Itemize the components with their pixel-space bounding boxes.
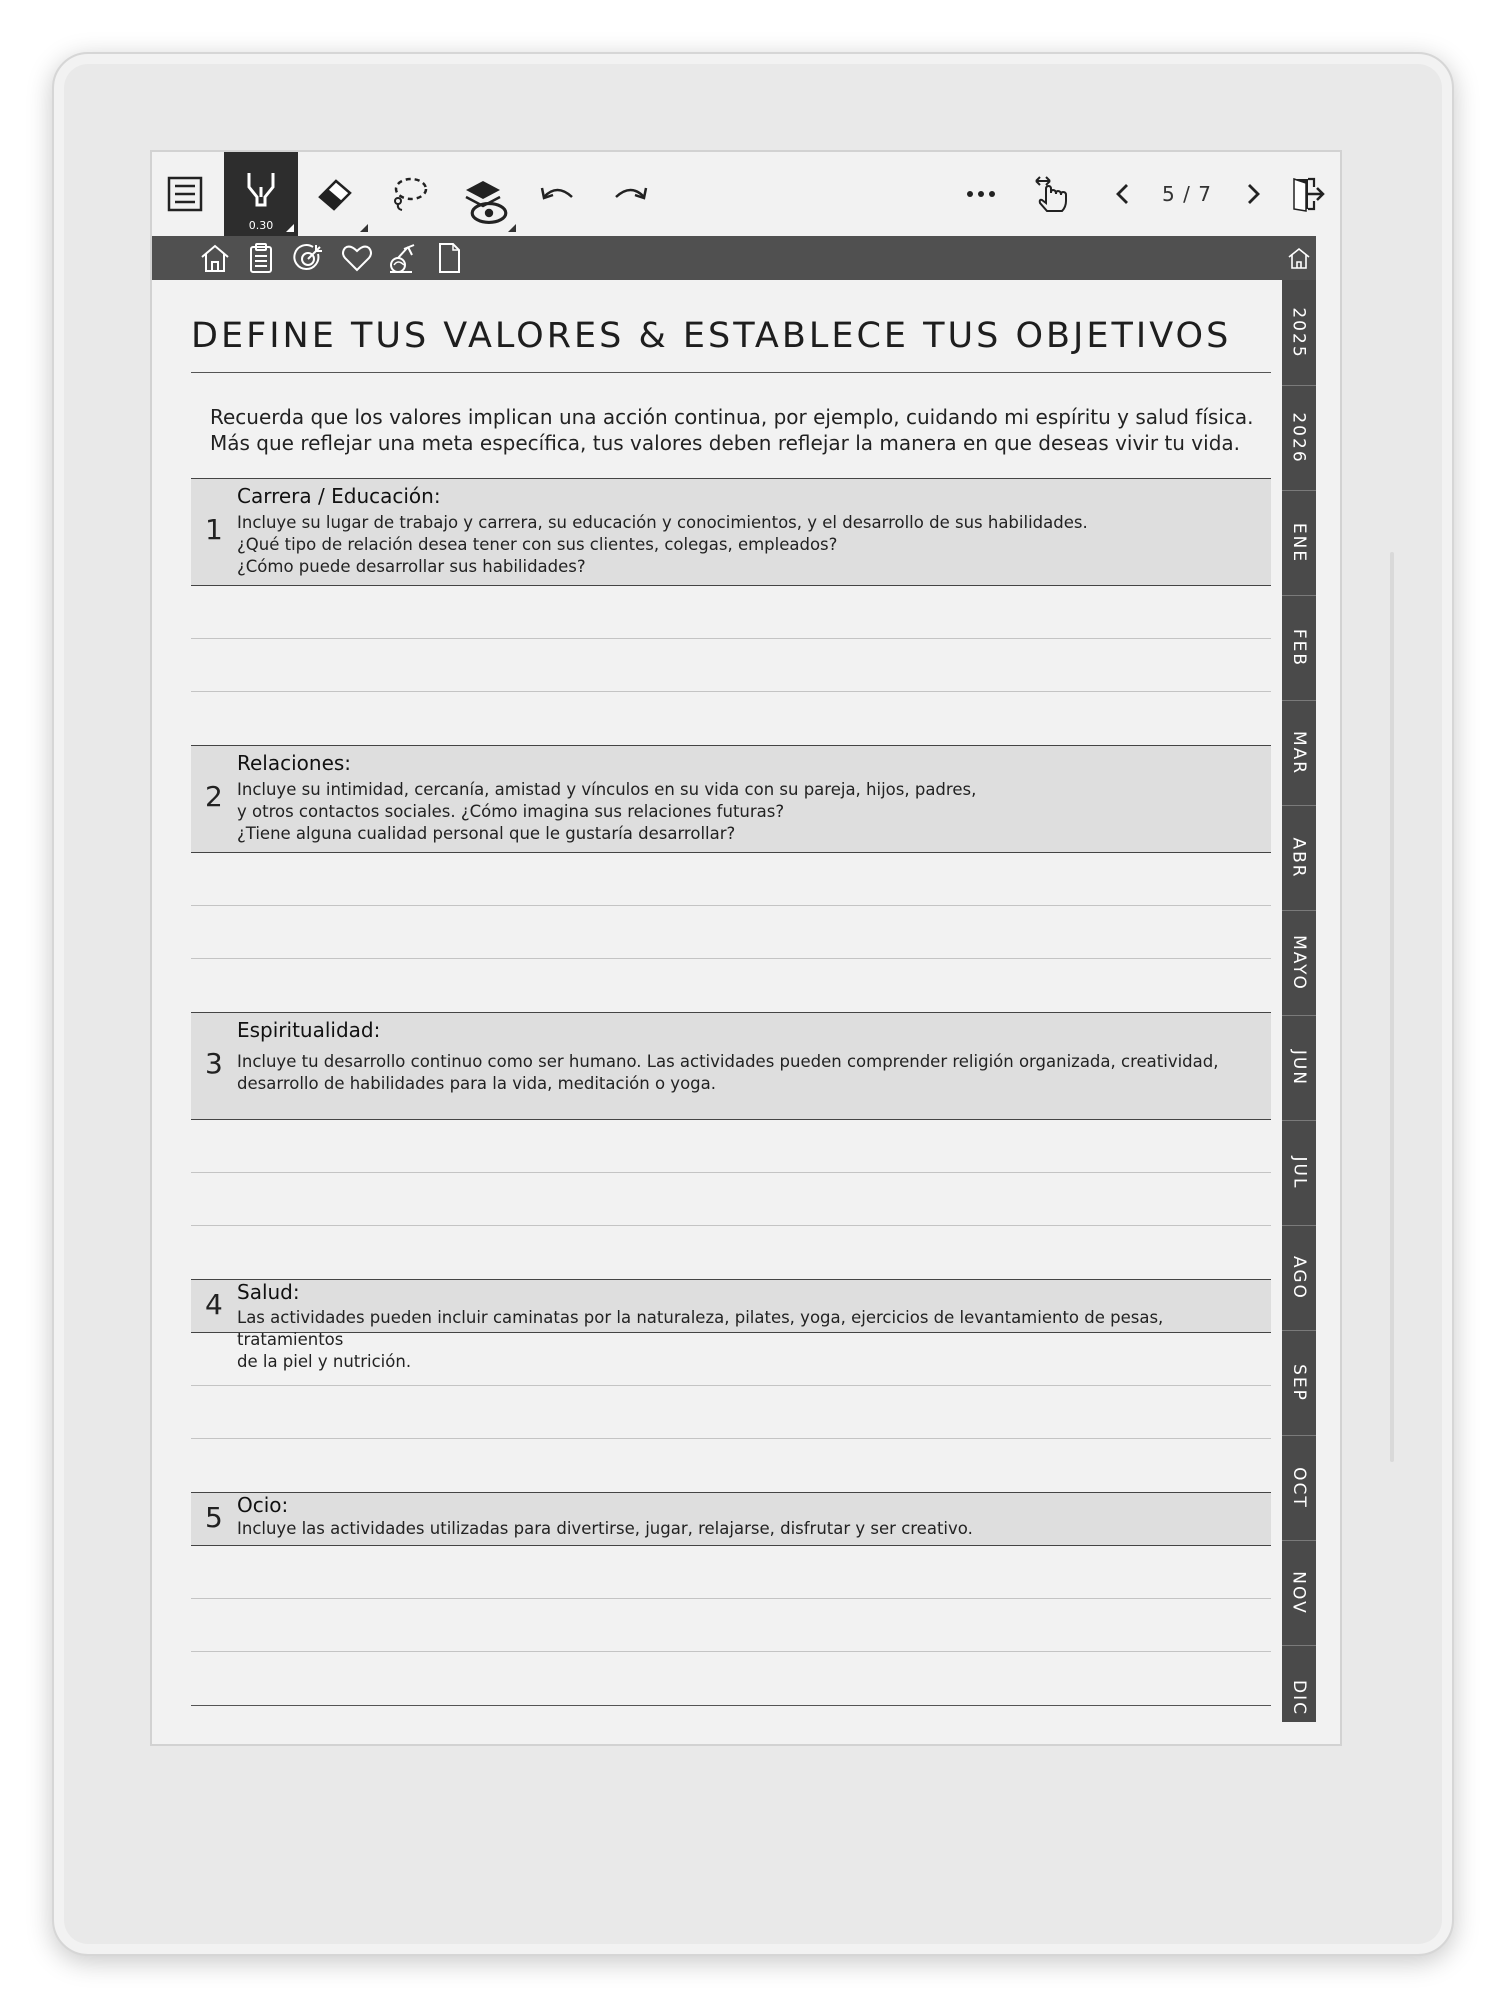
- writing-line[interactable]: [191, 1598, 1271, 1599]
- section-header: [191, 478, 1271, 586]
- writing-line[interactable]: [191, 1172, 1271, 1173]
- next-page-icon: [1232, 173, 1274, 215]
- section-title: Espiritualidad:: [237, 1018, 381, 1042]
- tab-label: SEP: [1289, 1363, 1310, 1402]
- section-description: Incluye su intimidad, cercanía, amistad y vínculos en su vida con su pareja, hijos, padres, y otros contactos sociales. ¿Cómo imagina sus relaciones futuras? ¿Tiene alguna cualidad personal que le gustaría desarrollar?: [237, 780, 977, 843]
- section-header: [191, 1012, 1271, 1120]
- tab-jul[interactable]: [1282, 1120, 1316, 1226]
- writing-line[interactable]: [191, 958, 1271, 959]
- section-description: Incluye las actividades utilizadas para divertirse, jugar, relajarse, disfrutar y ser creativo.: [237, 1519, 973, 1538]
- section-number: 1: [205, 513, 223, 546]
- tab-sep[interactable]: [1282, 1330, 1316, 1436]
- bottom-rule: [191, 1705, 1271, 1706]
- fitness-nav-button[interactable]: [386, 241, 420, 275]
- tab-label: NOV: [1289, 1570, 1309, 1615]
- eraser-icon: [314, 173, 356, 215]
- pen-tool-button[interactable]: [224, 152, 298, 236]
- heart-icon: [340, 241, 374, 275]
- writing-line[interactable]: [191, 905, 1271, 906]
- section-description: Incluye su lugar de trabajo y carrera, su educación y conocimientos, y el desarrollo de sus habilidades. ¿Qué tipo de relación desea tener con sus clientes, colegas, empleados? ¿Cómo puede desarrollar sus habilidades?: [237, 513, 1088, 576]
- exit-icon: [1286, 173, 1328, 215]
- lasso-icon: [388, 173, 430, 215]
- menu-button[interactable]: [152, 152, 222, 236]
- tab-label: MAYO: [1289, 934, 1309, 991]
- section-title: Relaciones:: [237, 751, 352, 775]
- screen: [152, 152, 1340, 1744]
- tab-label: 2025: [1289, 306, 1310, 359]
- tab-jun[interactable]: [1282, 1015, 1316, 1121]
- section-number: 4: [205, 1288, 223, 1321]
- page-title: DEFINE TUS VALORES & ESTABLECE TUS OBJETIVOS: [191, 316, 1232, 356]
- pen-size-label: 0.30: [248, 219, 274, 232]
- wellness-nav-button[interactable]: [340, 241, 374, 275]
- tab-label: AGO: [1289, 1255, 1310, 1300]
- title-divider: [191, 372, 1271, 373]
- clipboard-nav-button[interactable]: [244, 241, 278, 275]
- redo-icon: [610, 173, 652, 215]
- section-number: 5: [205, 1501, 223, 1534]
- side-tabs: [1282, 280, 1316, 1722]
- writing-line[interactable]: [191, 1225, 1271, 1226]
- intro-line: Más que reflejar una meta específica, tus valores deben reflejar la manera en que deseas vivir tu vida.: [210, 431, 1241, 455]
- tab-dic[interactable]: [1282, 1645, 1316, 1744]
- tab-ene[interactable]: [1282, 490, 1316, 596]
- more-button[interactable]: [944, 152, 1018, 236]
- tab-label: JUN: [1289, 1049, 1309, 1086]
- undo-icon: [536, 173, 578, 215]
- intro-text: [210, 404, 1254, 456]
- writing-line[interactable]: [191, 1651, 1271, 1652]
- layers-button[interactable]: [446, 152, 520, 236]
- tab-nov[interactable]: [1282, 1540, 1316, 1646]
- writing-line[interactable]: [191, 1438, 1271, 1439]
- eraser-options-indicator: [360, 224, 368, 232]
- goals-nav-button[interactable]: [292, 241, 326, 275]
- side-home-button[interactable]: [1282, 236, 1316, 280]
- touch-icon: [1032, 173, 1074, 215]
- touch-toggle-button[interactable]: [1016, 152, 1090, 236]
- home-nav-button[interactable]: [198, 241, 232, 275]
- section-leisure: [191, 1492, 1271, 1712]
- exit-button[interactable]: [1270, 152, 1340, 236]
- tab-label: DIC: [1289, 1679, 1310, 1716]
- section-title: Salud:: [237, 1280, 300, 1304]
- undo-button[interactable]: [520, 152, 594, 236]
- section-title: Ocio:: [237, 1493, 289, 1517]
- section-number: 3: [205, 1047, 223, 1080]
- notes-nav-button[interactable]: [432, 241, 466, 275]
- home-icon: [198, 241, 232, 275]
- writing-line[interactable]: [191, 691, 1271, 692]
- pen-options-indicator: [286, 224, 294, 232]
- page-icon: [432, 241, 466, 275]
- tab-abr[interactable]: [1282, 805, 1316, 911]
- tab-2026[interactable]: [1282, 385, 1316, 491]
- device-edge-strip: [1390, 552, 1394, 1462]
- writing-line[interactable]: [191, 1385, 1271, 1386]
- page-indicator: 5 / 7: [1162, 182, 1212, 206]
- tab-oct[interactable]: [1282, 1435, 1316, 1541]
- section-description: Incluye tu desarrollo continuo como ser humano. Las actividades pueden comprender religión organizada, creatividad, desarrollo de habilidades para la vida, meditación o yoga.: [237, 1052, 1219, 1093]
- tab-2025[interactable]: [1282, 280, 1316, 386]
- section-spirituality: [191, 1012, 1271, 1232]
- planner-nav-bar: [152, 236, 1282, 280]
- more-icon: [960, 173, 1002, 215]
- section-header: [191, 1279, 1271, 1371]
- section-career: [191, 478, 1271, 698]
- tab-label: 2026: [1289, 411, 1310, 464]
- section-number: 2: [205, 780, 223, 813]
- layers-options-indicator: [508, 224, 516, 232]
- pen-icon: [240, 167, 282, 209]
- section-title: Carrera / Educación:: [237, 484, 441, 508]
- menu-icon: [164, 173, 206, 215]
- clipboard-icon: [244, 241, 278, 275]
- tab-label: OCT: [1289, 1466, 1310, 1509]
- writing-line[interactable]: [191, 638, 1271, 639]
- tab-mar[interactable]: [1282, 700, 1316, 806]
- bike-icon: [386, 241, 420, 275]
- target-icon: [292, 241, 326, 275]
- tab-label: FEB: [1289, 628, 1309, 667]
- toolbar: [152, 152, 1340, 236]
- tab-label: JUL: [1289, 1156, 1309, 1189]
- home-icon: [1286, 245, 1312, 271]
- lasso-button[interactable]: [372, 152, 446, 236]
- section-relationships: [191, 745, 1271, 965]
- section-header: [191, 745, 1271, 853]
- tab-label: MAR: [1289, 730, 1310, 775]
- tab-label: ENE: [1289, 522, 1310, 563]
- eye-icon: [468, 192, 510, 234]
- tab-label: ABR: [1289, 836, 1310, 879]
- section-health: [191, 1279, 1271, 1499]
- eraser-button[interactable]: [298, 152, 372, 236]
- section-description: Las actividades pueden incluir caminatas por la naturaleza, pilates, yoga, ejercicios de levantamiento de pesas, tratamientos de la piel y nutrición.: [237, 1308, 1164, 1371]
- tab-mayo[interactable]: [1282, 910, 1316, 1016]
- intro-line: Recuerda que los valores implican una acción continua, por ejemplo, cuidando mi espíritu y salud física.: [210, 405, 1254, 429]
- planner-page: [152, 280, 1282, 1744]
- tab-feb[interactable]: [1282, 595, 1316, 701]
- redo-button[interactable]: [594, 152, 668, 236]
- section-header: [191, 1492, 1271, 1546]
- tab-ago[interactable]: [1282, 1225, 1316, 1331]
